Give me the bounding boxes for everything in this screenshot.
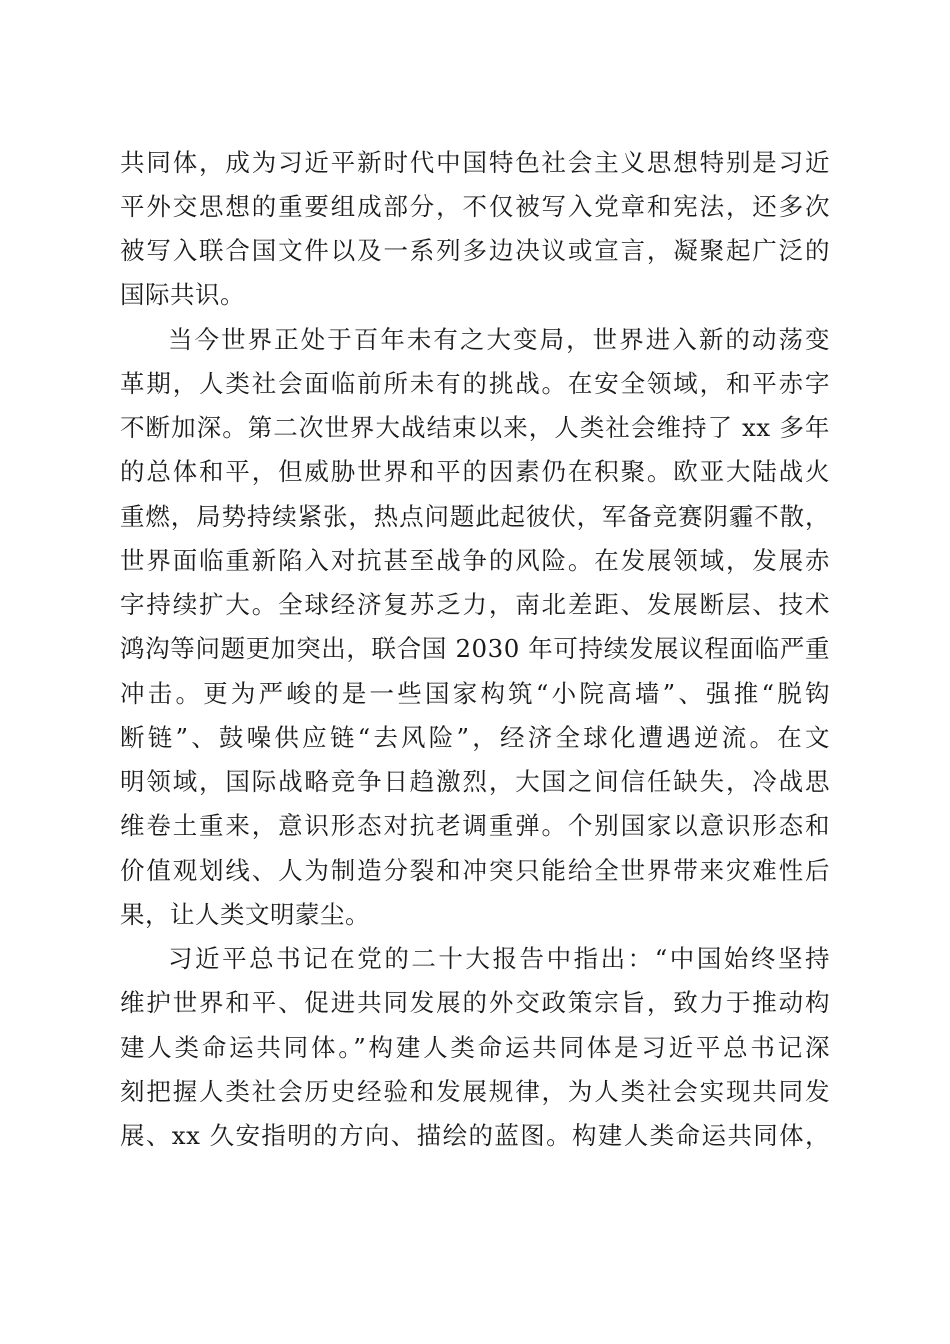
text-line: 鸿沟等问题更加突出，联合国 2030 年可持续发展议程面临严重 bbox=[120, 634, 830, 663]
text-line: 世界面临重新陷入对抗甚至战争的风险。在发展领域，发展赤 bbox=[120, 546, 830, 575]
text-line: 维卷土重来，意识形态对抗老调重弹。个别国家以意识形态和 bbox=[120, 811, 830, 840]
paragraph-first-line: 当今世界正处于百年未有之大变局，世界进入新的动荡变 bbox=[168, 325, 830, 354]
text-line: 革期，人类社会面临前所未有的挑战。在安全领域，和平赤字 bbox=[120, 369, 830, 398]
text-line: 明领域，国际战略竞争日趋激烈，大国之间信任缺失，冷战思 bbox=[120, 767, 830, 796]
text-line: 共同体，成为习近平新时代中国特色社会主义思想特别是习近 bbox=[120, 148, 830, 177]
text-line: 断链”、鼓噪供应链“去风险”，经济全球化遭遇逆流。在文 bbox=[120, 723, 830, 752]
text-line: 平外交思想的重要组成部分，不仅被写入党章和宪法，还多次 bbox=[120, 192, 830, 221]
text-line: 被写入联合国文件以及一系列多边决议或宣言，凝聚起广泛的 bbox=[120, 236, 830, 265]
text-line: 维护世界和平、促进共同发展的外交政策宗旨，致力于推动构 bbox=[120, 988, 830, 1017]
text-line: 不断加深。第二次世界大战结束以来，人类社会维持了 xx 多年 bbox=[120, 413, 830, 442]
text-line: 冲击。更为严峻的是一些国家构筑“小院高墙”、强推“脱钩 bbox=[120, 679, 830, 708]
text-line: 的总体和平，但威胁世界和平的因素仍在积聚。欧亚大陆战火 bbox=[120, 457, 830, 486]
text-line: 刻把握人类社会历史经验和发展规律，为人类社会实现共同发 bbox=[120, 1077, 830, 1106]
paragraph-first-line: 习近平总书记在党的二十大报告中指出：“中国始终坚持 bbox=[168, 944, 830, 973]
text-line: 字持续扩大。全球经济复苏乏力，南北差距、发展断层、技术 bbox=[120, 590, 830, 619]
text-line: 果，让人类文明蒙尘。 bbox=[120, 900, 370, 929]
text-line: 国际共识。 bbox=[120, 280, 245, 309]
text-line: 价值观划线、人为制造分裂和冲突只能给全世界带来灾难性后 bbox=[120, 856, 830, 885]
text-line: 建人类命运共同体。”构建人类命运共同体是习近平总书记深 bbox=[120, 1033, 830, 1062]
text-line: 展、xx 久安指明的方向、描绘的蓝图。构建人类命运共同体， bbox=[120, 1121, 830, 1150]
text-line: 重燃，局势持续紧张，热点问题此起彼伏，军备竞赛阴霾不散， bbox=[120, 502, 830, 531]
